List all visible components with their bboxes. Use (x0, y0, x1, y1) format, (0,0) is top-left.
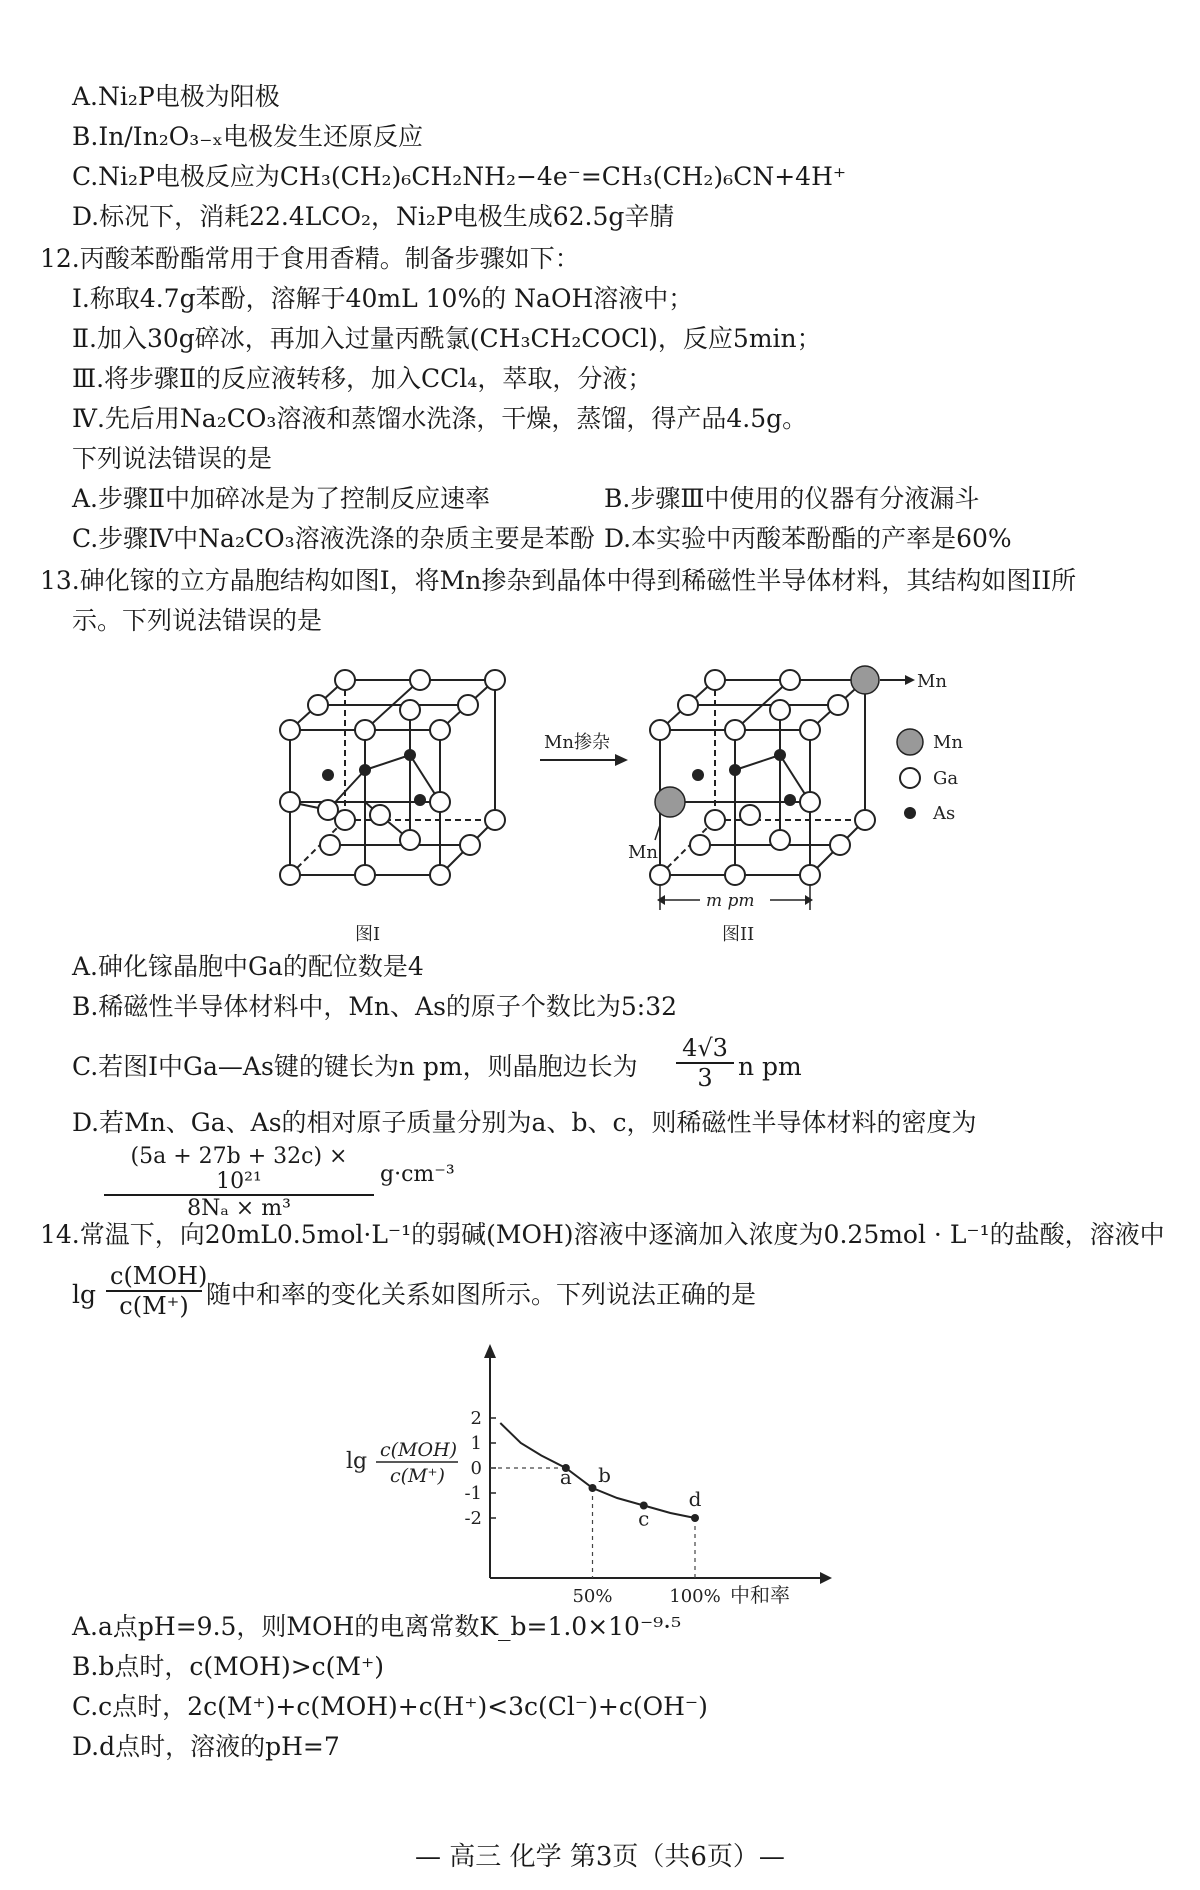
q12-step-1: Ⅰ.称取4.7g苯酚，溶解于40mL 10%的 NaOH溶液中； (72, 284, 694, 313)
chart-ylabel-num: c(MOH) (380, 1439, 458, 1461)
q14-option-c: C.c点时，2c(M⁺)+c(MOH)+c(H⁺)<3c(Cl⁻)+c(OH⁻) (72, 1692, 708, 1721)
figure-caption-2: 图II (722, 924, 755, 945)
ga-atoms-1 (280, 670, 505, 885)
q13-stem-line2: 示。下列说法错误的是 (72, 606, 323, 635)
q13-option-c-num: 4√3 (676, 1034, 734, 1064)
q14-option-d: D.d点时，溶液的pH=7 (72, 1732, 340, 1761)
q12-step-4: Ⅳ.先后用Na₂CO₃溶液和蒸馏水洗涤，干燥，蒸馏，得产品4.5g。 (72, 404, 808, 433)
figure-caption-1: 图I (355, 924, 381, 945)
chart-ylabel-den: c(M⁺) (390, 1465, 445, 1487)
q14-stem-fraction (106, 1262, 208, 1320)
q13-option-d-unit: g·cm⁻³ (380, 1162, 455, 1187)
y-tick-label: -2 (464, 1508, 482, 1529)
q11-option-b: B.In/In₂O₃₋ₓ电极发生还原反应 (72, 122, 424, 151)
point-label-c: c (638, 1506, 650, 1531)
q13-option-a: A.砷化镓晶胞中Ga的配位数是4 (72, 952, 424, 981)
q13-option-c-post: n pm (738, 1052, 802, 1081)
neutralization-chart (340, 1338, 840, 1607)
legend-as: As (933, 803, 956, 824)
point-b (589, 1484, 597, 1492)
edge-dimension-label: m pm (706, 891, 755, 911)
legend-ga: Ga (933, 768, 959, 789)
q14-option-a: A.a点pH=9.5，则MOH的电离常数K_b=1.0×10⁻⁹·⁵ (72, 1612, 682, 1641)
q13-option-c-pre: C.若图Ⅰ中Ga—As键的键长为n pm，则晶胞边长为 (72, 1052, 638, 1081)
q12-question: 下列说法错误的是 (72, 444, 273, 473)
y-tick-label: 2 (470, 1408, 482, 1429)
q13-option-c-fraction (676, 1034, 734, 1092)
q11-option-c: C.Ni₂P电极反应为CH₃(CH₂)₆CH₂NH₂−4e⁻=CH₃(CH₂)₆CN+4H⁺ (72, 162, 847, 191)
page-footer: — 高三 化学 第3页（共6页）— (415, 1842, 785, 1872)
doping-arrow-label: Mn掺杂 (544, 732, 611, 753)
q12-option-a: A.步骤Ⅱ中加碎冰是为了控制反应速率 (72, 484, 490, 513)
q14-frac-num: c(MOH) (106, 1262, 202, 1292)
chart-ylabel (346, 1439, 458, 1487)
q11-option-d: D.标况下，消耗22.4LCO₂，Ni₂P电极生成62.5g辛腈 (72, 202, 675, 231)
q13-option-b: B.稀磁性半导体材料中，Mn、As的原子个数比为5:32 (72, 992, 678, 1021)
svg-text:lg: lg (346, 1449, 368, 1474)
q14-option-b: B.b点时，c(MOH)>c(M⁺) (72, 1652, 384, 1681)
q13-option-d-pre: D.若Mn、Ga、As的相对原子质量分别为a、b、c，则稀磁性半导体材料的密度为 (72, 1108, 977, 1137)
point-label-d: d (688, 1487, 702, 1511)
q12-step-2: Ⅱ.加入30g碎冰，再加入过量丙酰氯(CH₃CH₂COCl)，反应5min； (72, 324, 822, 353)
x-axis-arrow (820, 1572, 832, 1584)
q13-option-d-fraction (104, 1144, 374, 1221)
q12-stem: 12.丙酸苯酚酯常用于食用香精。制备步骤如下： (40, 244, 580, 273)
y-tick-label: 0 (470, 1458, 482, 1479)
q14-stem-line1: 14.常温下，向20mL0.5mol·L⁻¹的弱碱(MOH)溶液中逐滴加入浓度为0.25mol · L⁻¹的盐酸，溶液中 (40, 1220, 1165, 1249)
y-tick-label: 1 (470, 1433, 482, 1454)
mn-top-label: Mn (917, 671, 948, 692)
x-axis-label: 中和率 (730, 1583, 790, 1607)
point-d (691, 1514, 699, 1522)
crystal-figure (260, 660, 964, 950)
q12-step-3: Ⅲ.将步骤Ⅱ的反应液转移，加入CCl₄，萃取，分液； (72, 364, 653, 393)
q13-option-c-den: 3 (697, 1064, 713, 1092)
q12-option-c: C.步骤Ⅳ中Na₂CO₃溶液洗涤的杂质主要是苯酚 (72, 524, 595, 553)
q14-lg: lg (72, 1280, 96, 1309)
q14-stem-line2: 随中和率的变化关系如图所示。下列说法正确的是 (206, 1280, 757, 1309)
q11-option-a: A.Ni₂P电极为阳极 (72, 82, 280, 111)
doping-arrow (540, 732, 628, 766)
y-axis-arrow (484, 1344, 496, 1358)
ga-atoms-2 (650, 670, 875, 885)
point-label-b: b (598, 1463, 611, 1487)
legend-mn: Mn (933, 732, 964, 753)
legend (897, 729, 963, 824)
q14-frac-den: c(M⁺) (119, 1292, 189, 1320)
q13-option-d-den: 8Nₐ × m³ (187, 1196, 291, 1221)
y-tick-label: -1 (464, 1483, 482, 1504)
q12-option-b: B.步骤Ⅲ中使用的仪器有分液漏斗 (604, 484, 980, 513)
q13-stem-line1: 13.砷化镓的立方晶胞结构如图I，将Mn掺杂到晶体中得到稀磁性半导体材料，其结构如图II所 (40, 566, 1077, 595)
q13-option-d-num: (5a + 27b + 32c) × 10²¹ (104, 1144, 374, 1196)
q12-option-d: D.本实验中丙酸苯酚酯的产率是60% (604, 524, 1012, 553)
x-tick-label: 50% (572, 1586, 613, 1607)
mn-left-label: Mn (628, 842, 659, 863)
point-label-a: a (559, 1465, 572, 1489)
mn-atoms-2 (655, 666, 879, 817)
x-tick-label: 100% (669, 1586, 721, 1607)
edge-dimension (657, 885, 813, 911)
